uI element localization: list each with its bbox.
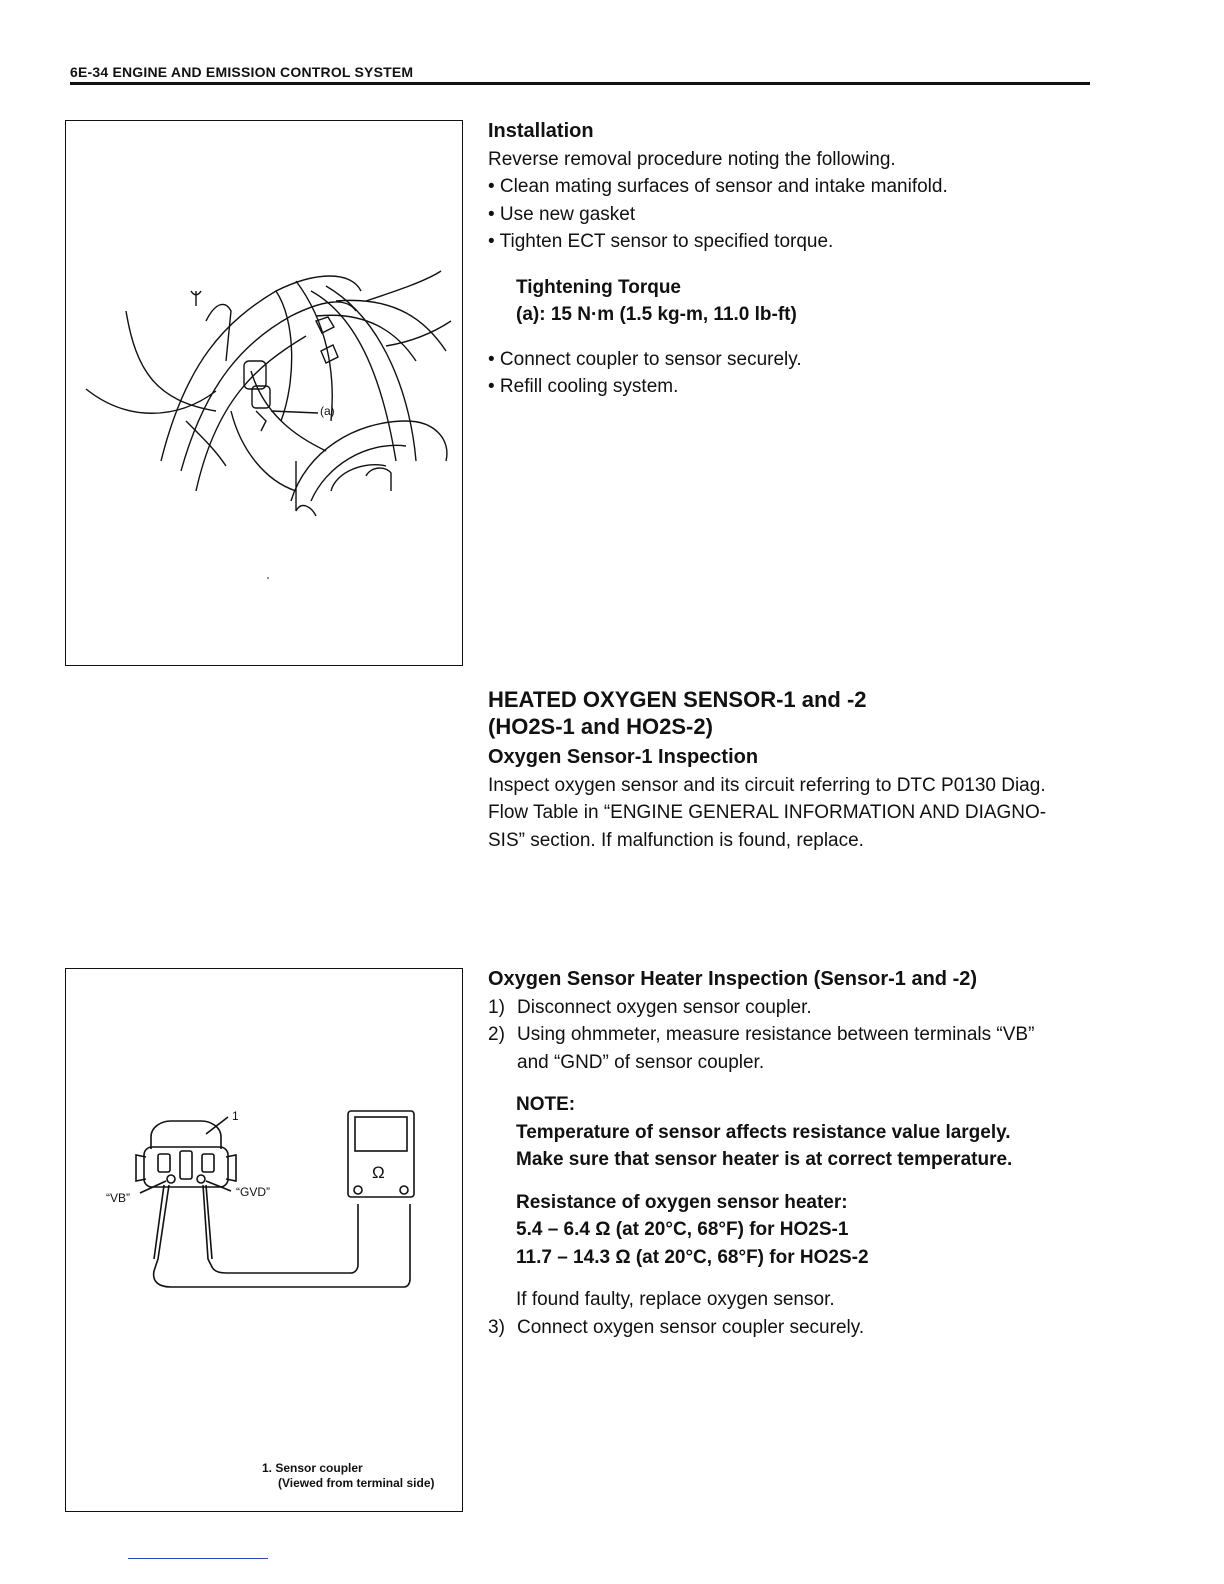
heater-heading: Oxygen Sensor Heater Inspection (Sensor-1 and -2) [488, 968, 978, 990]
ho2s-title-cont: (HO2S-1 and HO2S-2) [488, 714, 713, 739]
step-number: 3) [488, 1316, 505, 1338]
installation-bullet: • Connect coupler to sensor securely. [488, 348, 802, 370]
installation-section [488, 118, 1093, 401]
figure-caption: 1. Sensor coupler [262, 1461, 363, 1475]
resistance-spec: 5.4 – 6.4 Ω (at 20°C, 68°F) for HO2S-1 [516, 1219, 849, 1240]
installation-heading: Installation [488, 120, 594, 142]
ohmmeter-figure [65, 968, 463, 1512]
note-text: Make sure that sensor heater is at correct temperature. [516, 1149, 1013, 1170]
installation-bullet: • Clean mating surfaces of sensor and intake manifold. [488, 176, 948, 197]
ohmmeter-drawing [66, 969, 464, 1513]
step-text-cont: and “GND” of sensor coupler. [517, 1051, 765, 1073]
step-text: Using ohmmeter, measure resistance between terminals “VB” [517, 1024, 1035, 1045]
page-header: 6E-34 ENGINE AND EMISSION CONTROL SYSTEM [70, 64, 414, 80]
ho2s-body: Flow Table in “ENGINE GENERAL INFORMATION AND DIAGNO- [488, 802, 1047, 823]
installation-bullet: • Use new gasket [488, 203, 636, 225]
ohm-symbol: Ω [372, 1163, 385, 1182]
step-item [488, 1021, 1093, 1049]
installation-bullet: • Tighten ECT sensor to specified torque. [488, 231, 834, 252]
ho2s-body: Inspect oxygen sensor and its circuit referring to DTC P0130 Diag. [488, 774, 1046, 796]
ect-sensor-drawing [66, 121, 464, 667]
torque-point-label: (a) [320, 404, 335, 418]
step-text: Connect oxygen sensor coupler securely. [517, 1316, 865, 1338]
gnd-terminal-label: “GVD” [236, 1185, 270, 1199]
footer-rule [128, 1558, 268, 1559]
installation-bullet: • Refill cooling system. [488, 376, 679, 397]
faulty-instruction: If found faulty, replace oxygen sensor. [516, 1289, 835, 1310]
installation-intro: Reverse removal procedure noting the following. [488, 148, 896, 170]
vb-terminal-label: “VB” [106, 1191, 130, 1205]
ho2s-section [488, 686, 1093, 854]
step-item [488, 994, 1093, 1022]
figure-caption-cont: (Viewed from terminal side) [278, 1476, 435, 1490]
ho2s-title: HEATED OXYGEN SENSOR-1 and -2 [488, 687, 867, 712]
note-text: Temperature of sensor affects resistance value largely. [516, 1121, 1011, 1143]
step-number: 1) [488, 996, 505, 1018]
ect-sensor-figure [65, 120, 463, 666]
resistance-spec: 11.7 – 14.3 Ω (at 20°C, 68°F) for HO2S-2 [516, 1246, 869, 1268]
step-number: 2) [488, 1024, 505, 1045]
ho2s-subheading: Oxygen Sensor-1 Inspection [488, 746, 759, 768]
step-item [488, 1314, 1093, 1342]
header-rule [70, 82, 1090, 85]
note-label: NOTE: [516, 1094, 576, 1115]
coupler-callout: 1 [232, 1109, 239, 1123]
ho2s-body: SIS” section. If malfunction is found, replace. [488, 829, 864, 851]
torque-value: (a): 15 N·m (1.5 kg-m, 11.0 lb-ft) [516, 304, 797, 325]
step-text: Disconnect oxygen sensor coupler. [517, 996, 812, 1018]
resistance-title: Resistance of oxygen sensor heater: [516, 1191, 848, 1213]
heater-section [488, 966, 1093, 1341]
torque-title: Tightening Torque [516, 276, 681, 298]
